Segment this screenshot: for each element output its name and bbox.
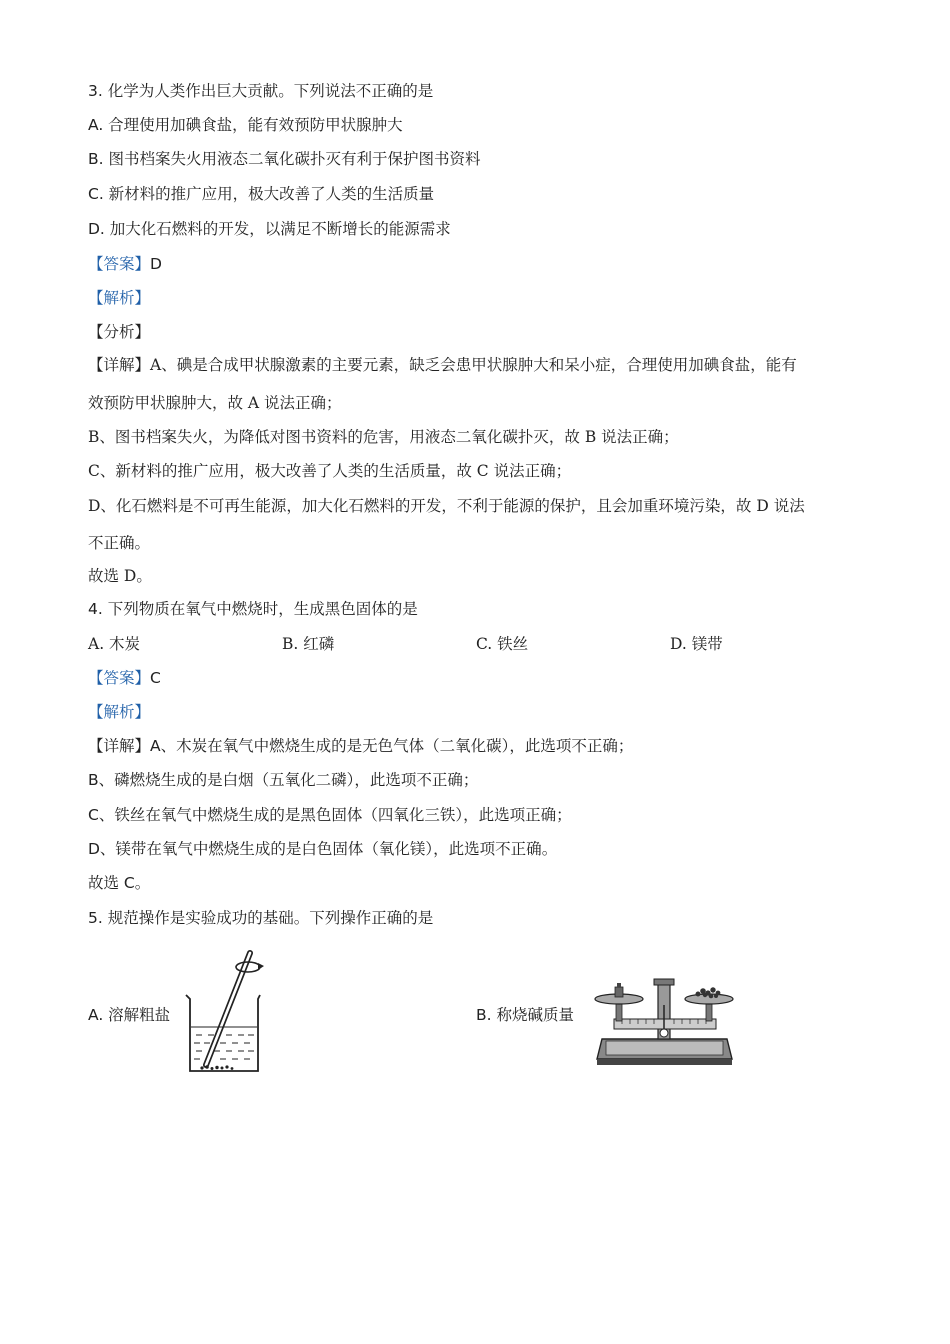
q3-conclusion: 故选 D。 xyxy=(88,567,152,585)
q3-option-a: A. 合理使用加碘食盐，能有效预防甲状腺肿大 xyxy=(88,116,403,134)
q4-detail-text-1: A、木炭在氧气中燃烧生成的是无色气体（二氧化碳），此选项不正确； xyxy=(150,737,634,755)
q3-detail-line-1 xyxy=(88,354,797,376)
q3-fenxi-label: 【分析】 xyxy=(88,323,151,341)
q4-option-b: B. 红磷 xyxy=(282,635,335,653)
q4-stem: 4. 下列物质在氧气中燃烧时，生成黑色固体的是 xyxy=(88,600,418,618)
q4-detail-line-2: B、磷燃烧生成的是白烟（五氧化二磷），此选项不正确； xyxy=(88,771,479,789)
q4-conclusion: 故选 C。 xyxy=(88,874,151,892)
q3-answer-row xyxy=(88,253,162,275)
q3-option-b: B. 图书档案失火用液态二氧化碳扑灭有利于保护图书资料 xyxy=(88,150,481,168)
q4-option-d: D. 镁带 xyxy=(670,635,723,653)
q3-option-d: D. 加大化石燃料的开发，以满足不断增长的能源需求 xyxy=(88,220,451,238)
q3-detail-line-5: D、化石燃料是不可再生能源，加大化石燃料的开发，不利于能源的保护，且会加重环境污染，故 D 说法 xyxy=(88,497,805,515)
q4-detail-line-3: C、铁丝在氧气中燃烧生成的是黑色固体（四氧化三铁），此选项正确； xyxy=(88,806,572,824)
q4-detail-label: 【详解】 xyxy=(88,737,151,755)
q3-detail-line-6: 不正确。 xyxy=(88,534,151,552)
q5-option-b: B. 称烧碱质量 xyxy=(476,1006,574,1024)
q3-detail-text-1: A、碘是合成甲状腺激素的主要元素，缺乏会患甲状腺肿大和呆小症，合理使用加碘食盐，能有 xyxy=(150,356,797,374)
q4-analysis-label: 【解析】 xyxy=(88,703,151,721)
q4-option-a: A. 木炭 xyxy=(88,635,141,653)
q3-option-c: C. 新材料的推广应用，极大改善了人类的生活质量 xyxy=(88,185,435,203)
q4-detail-line-4: D、镁带在氧气中燃烧生成的是白色固体（氧化镁），此选项不正确。 xyxy=(88,840,558,858)
q4-detail-line-1 xyxy=(88,735,633,757)
q4-answer-row xyxy=(88,667,161,689)
q3-detail-line-4: C、新材料的推广应用，极大改善了人类的生活质量，故 C 说法正确； xyxy=(88,462,572,480)
q3-analysis-label: 【解析】 xyxy=(88,289,151,307)
q3-stem: 3. 化学为人类作出巨大贡献。下列说法不正确的是 xyxy=(88,82,434,100)
balance-scale-illustration xyxy=(592,975,737,1070)
q5-option-a: A. 溶解粗盐 xyxy=(88,1006,171,1024)
q3-answer-label: 【答案】 xyxy=(88,255,151,273)
q3-detail-line-2: 效预防甲状腺肿大，故 A 说法正确； xyxy=(88,394,342,412)
q3-answer: D xyxy=(150,255,162,273)
q3-detail-line-3: B、图书档案失火，为降低对图书资料的危害，用液态二氧化碳扑灭，故 B 说法正确； xyxy=(88,428,679,446)
beaker-stirring-illustration xyxy=(180,945,270,1075)
q3-detail-label: 【详解】 xyxy=(88,356,151,374)
q5-stem: 5. 规范操作是实验成功的基础。下列操作正确的是 xyxy=(88,909,434,927)
q4-answer-label: 【答案】 xyxy=(88,669,151,687)
q4-answer: C xyxy=(150,669,161,687)
q4-option-c: C. 铁丝 xyxy=(476,635,529,653)
